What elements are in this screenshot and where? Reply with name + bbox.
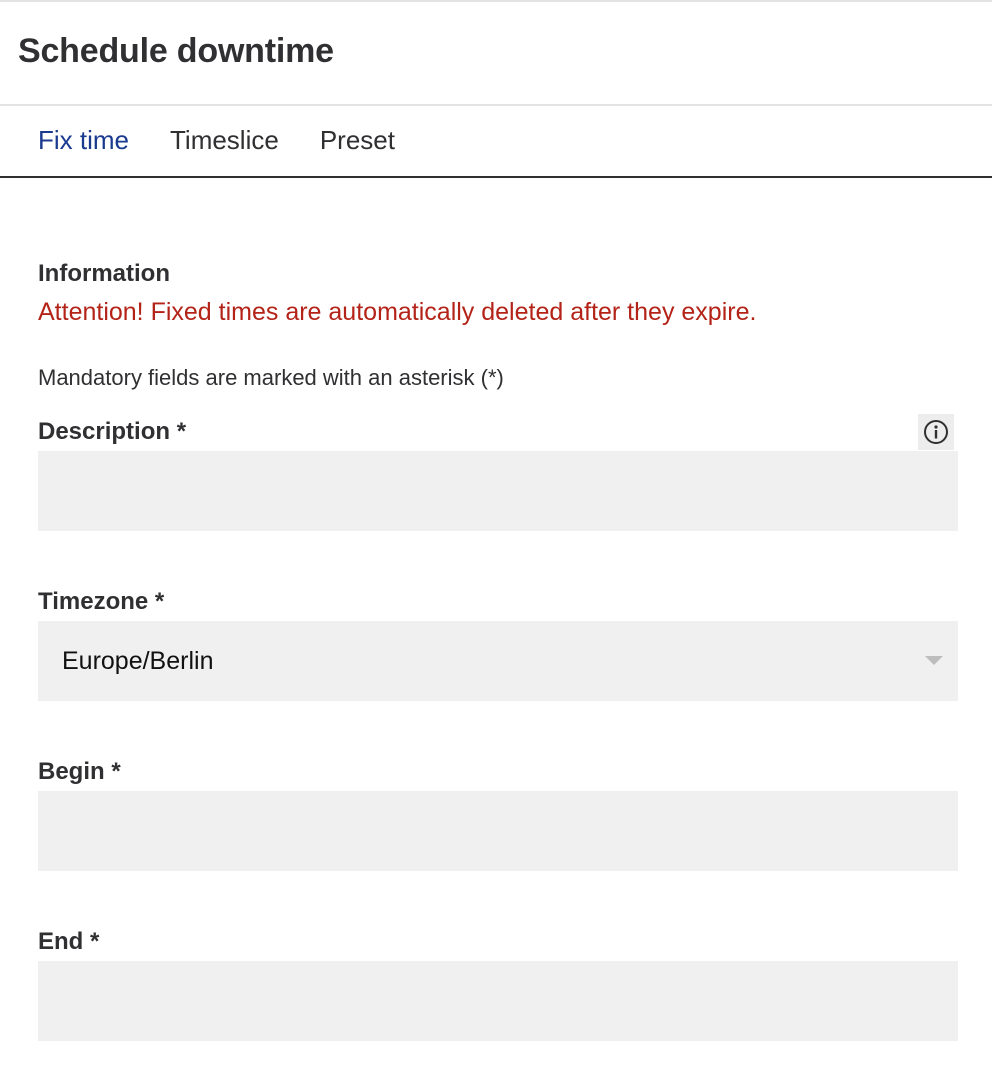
begin-label: Begin * [38, 758, 121, 785]
timezone-label-row [38, 583, 958, 621]
tab-timeslice[interactable]: Timeslice [170, 124, 279, 155]
tab-preset[interactable]: Preset [319, 124, 395, 155]
information-heading: Information [38, 260, 170, 287]
mandatory-note: Mandatory fields are marked with an asterisk (*) [38, 365, 504, 390]
info-circle-icon[interactable] [918, 414, 954, 450]
attention-message: Attention! Fixed times are automatically deleted after they expire. [38, 298, 757, 326]
end-label-row [38, 923, 958, 961]
timezone-select[interactable] [38, 621, 958, 701]
description-label: Description * [38, 418, 187, 445]
description-input[interactable] [38, 451, 958, 531]
end-input[interactable] [38, 961, 958, 1041]
dialog-title: Schedule downtime [18, 31, 334, 70]
tab-bar [0, 106, 992, 178]
timezone-label: Timezone * [38, 588, 165, 615]
begin-label-row [38, 753, 958, 791]
dialog-header [0, 2, 992, 106]
form-content [0, 260, 992, 1041]
timezone-value: Europe/Berlin [62, 646, 214, 675]
tab-fix-time[interactable]: Fix time [38, 124, 129, 155]
chevron-down-icon [925, 656, 943, 665]
end-label: End * [38, 928, 100, 955]
description-label-row [38, 413, 958, 451]
begin-input[interactable] [38, 791, 958, 871]
